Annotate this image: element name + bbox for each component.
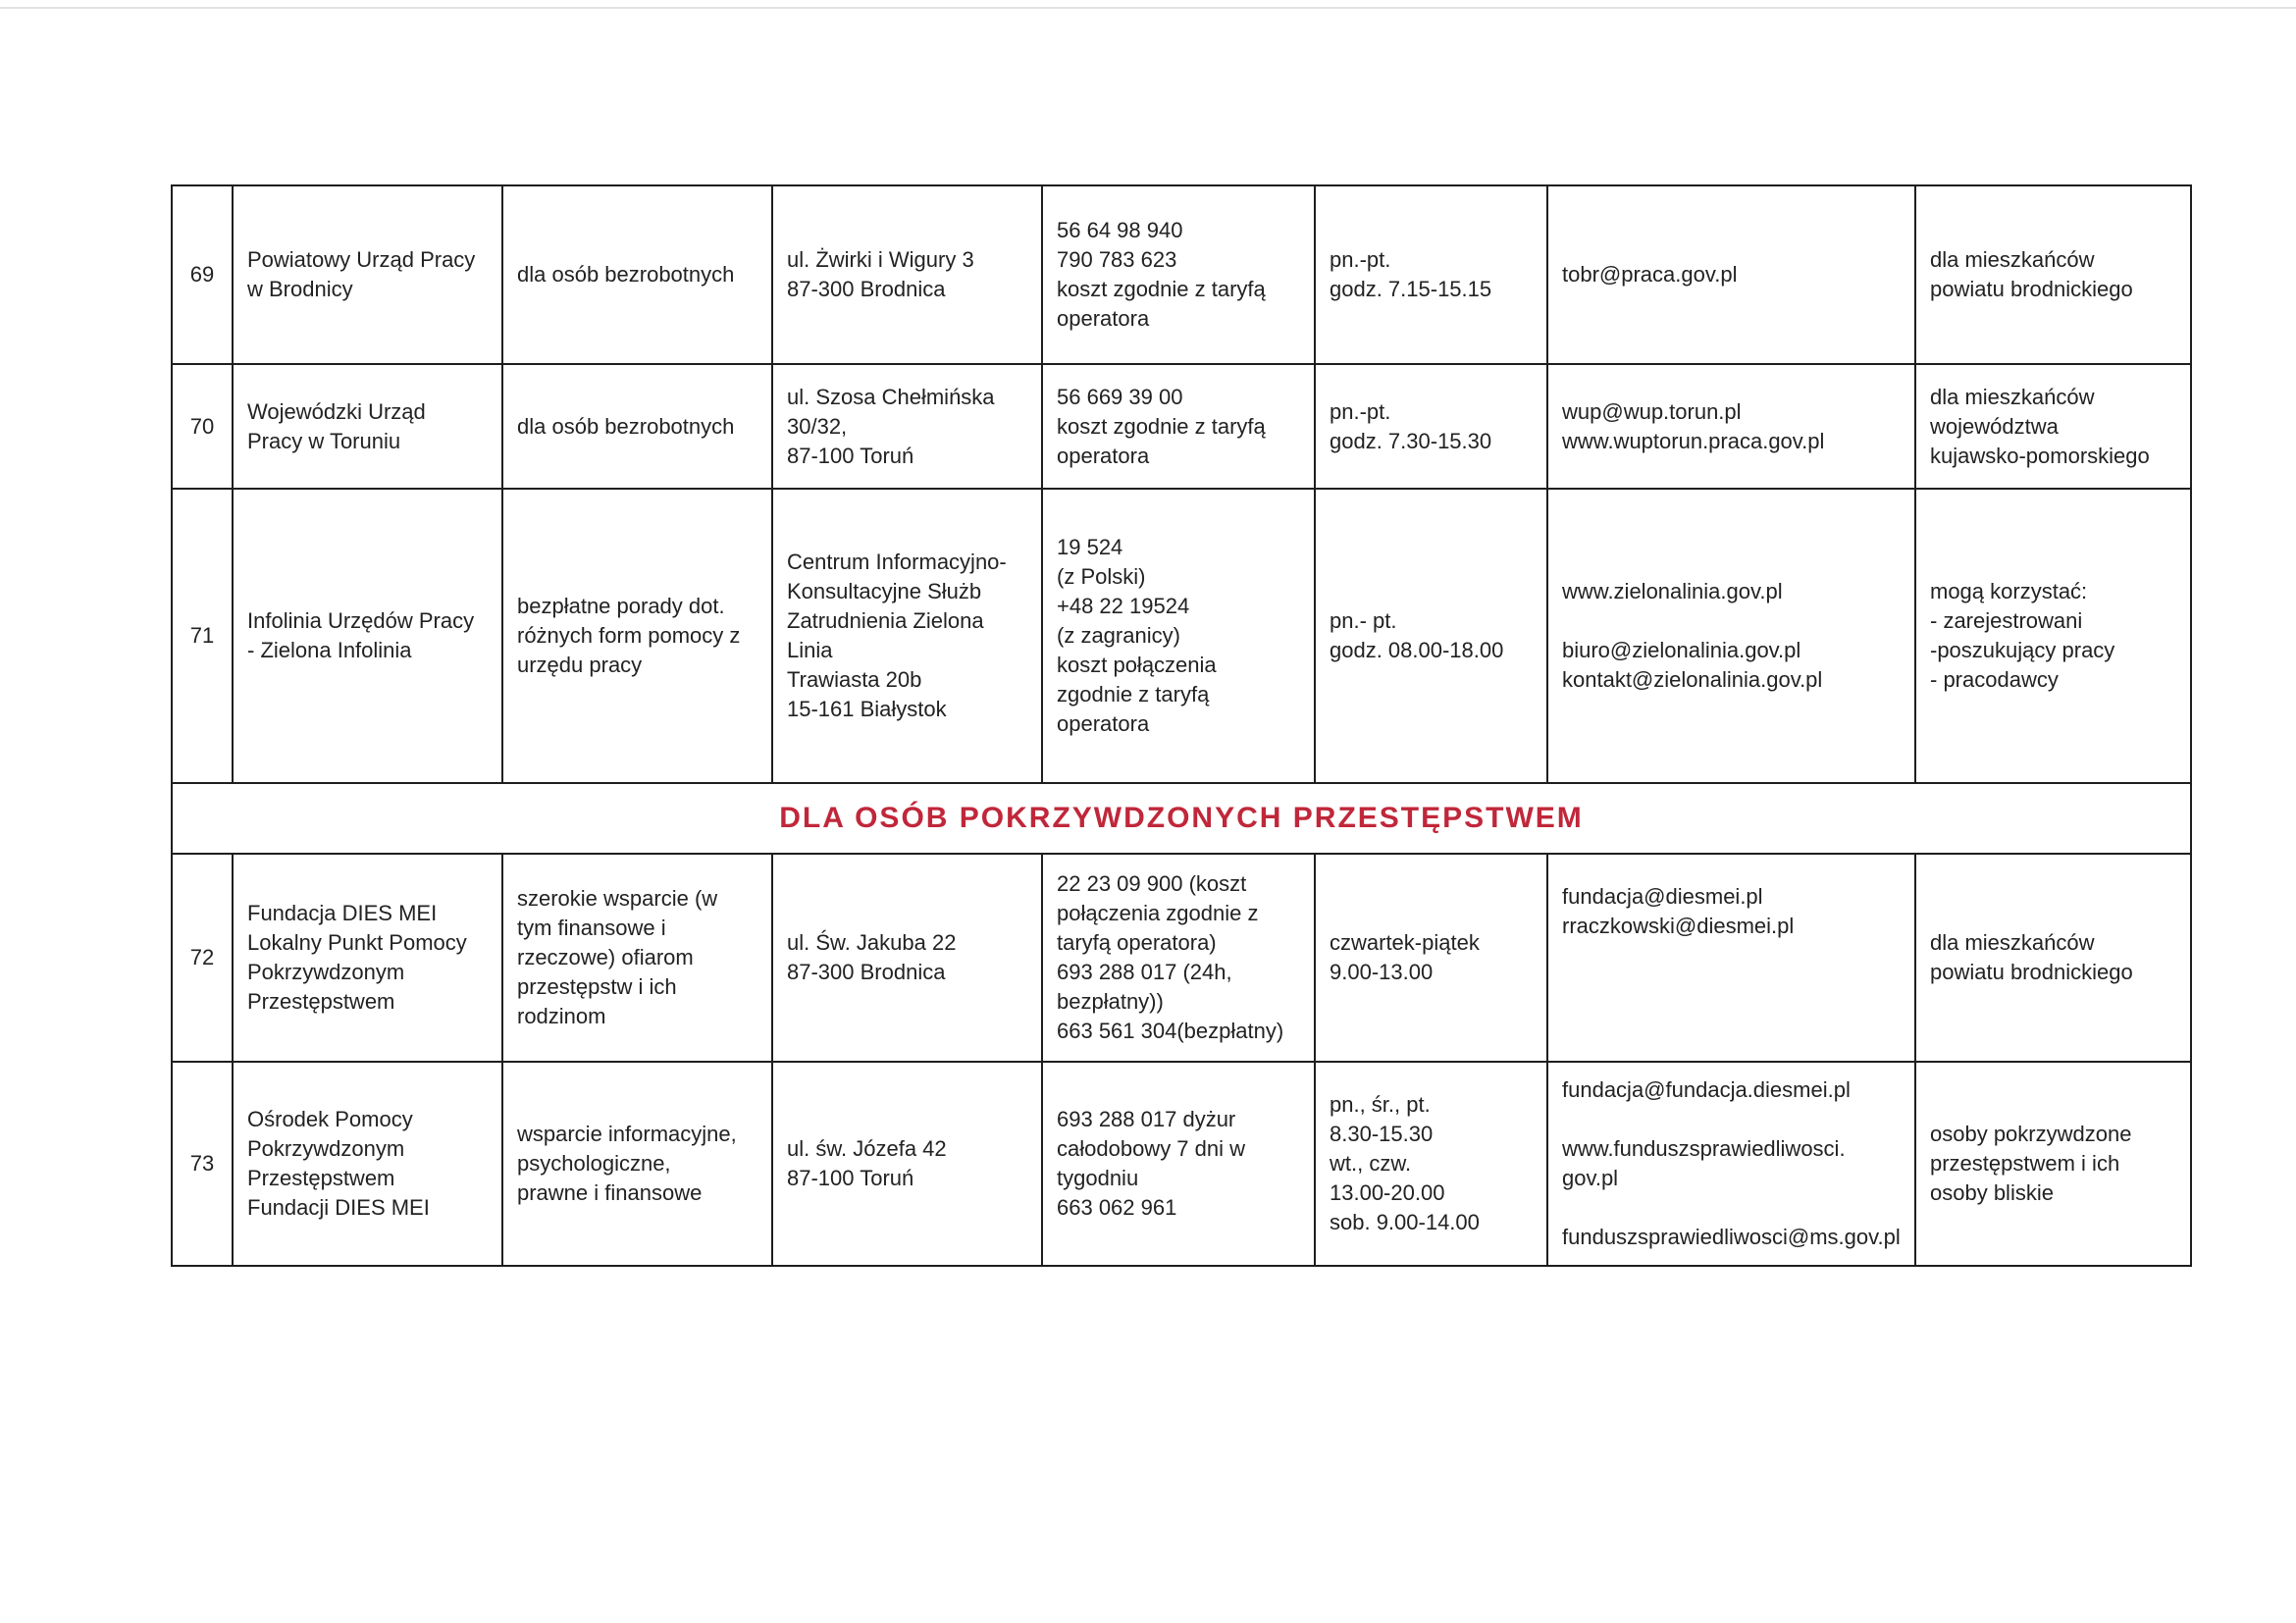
address: Centrum Informacyjno- Konsultacyjne Służb Zatrudnienia Zielona Linia Trawiasta 20b 15-161 Białystok (772, 489, 1042, 783)
for-whom: osoby pokrzywdzone przestępstwem i ich osoby bliskie (1915, 1062, 2191, 1266)
section-row (172, 783, 2191, 854)
for-whom: dla mieszkańców województwa kujawsko-pomorskiego (1915, 364, 2191, 489)
contact-email: fundacja@diesmei.pl rraczkowski@diesmei.pl (1547, 854, 1915, 1062)
table-row (172, 854, 2191, 1062)
website-url: www.zielonalinia.gov.pl (1562, 579, 1783, 603)
address: ul. Żwirki i Wigury 3 87-300 Brodnica (772, 185, 1042, 364)
phone: 56 669 39 00 koszt zgodnie z taryfą operatora (1042, 364, 1315, 489)
table-row (172, 364, 2191, 489)
opening-hours: pn.-pt. godz. 7.15-15.15 (1315, 185, 1547, 364)
target-group: bezpłatne porady dot. różnych form pomocy z urzędu pracy (502, 489, 772, 783)
contact-email: wup@wup.torun.pl www.wuptorun.praca.gov.pl (1547, 364, 1915, 489)
opening-hours: pn., śr., pt. 8.30-15.30 wt., czw. 13.00-20.00 sob. 9.00-14.00 (1315, 1062, 1547, 1266)
phone: 19 524 (z Polski) +48 22 19524 (z zagranicy) koszt połączenia zgodnie z taryfą operatora (1042, 489, 1315, 783)
section-title: DLA OSÓB POKRZYWDZONYCH PRZESTĘPSTWEM (172, 783, 2191, 854)
phone: 693 288 017 dyżur całodobowy 7 dni w tygodniu 663 062 961 (1042, 1062, 1315, 1266)
institution-name: Ośrodek Pomocy Pokrzywdzonym Przestępstwem Fundacji DIES MEI (233, 1062, 502, 1266)
opening-hours: pn.- pt. godz. 08.00-18.00 (1315, 489, 1547, 783)
contact-email: fundacja@fundacja.diesmei.pl (1562, 1077, 1851, 1102)
website-url: www.funduszsprawiedliwosci. gov.pl (1562, 1136, 1846, 1190)
opening-hours: pn.-pt. godz. 7.30-15.30 (1315, 364, 1547, 489)
opening-hours: czwartek-piątek 9.00-13.00 (1315, 854, 1547, 1062)
contact-email: biuro@zielonalinia.gov.pl kontakt@zielonalinia.gov.pl (1562, 638, 1823, 692)
address: ul. Św. Jakuba 22 87-300 Brodnica (772, 854, 1042, 1062)
institution-name: Fundacja DIES MEI Lokalny Punkt Pomocy Pokrzywdzonym Przestępstwem (233, 854, 502, 1062)
table-row (172, 185, 2191, 364)
row-number: 71 (172, 489, 233, 783)
institution-name: Infolinia Urzędów Pracy - Zielona Infolinia (233, 489, 502, 783)
row-number: 70 (172, 364, 233, 489)
address: ul. św. Józefa 42 87-100 Toruń (772, 1062, 1042, 1266)
phone: 56 64 98 940 790 783 623 koszt zgodnie z taryfą operatora (1042, 185, 1315, 364)
institution-name: Wojewódzki Urząd Pracy w Toruniu (233, 364, 502, 489)
table-row (172, 1062, 2191, 1266)
target-group: wsparcie informacyjne, psychologiczne, prawne i finansowe (502, 1062, 772, 1266)
contact-email: tobr@praca.gov.pl (1547, 185, 1915, 364)
contact-cell (1547, 489, 1915, 783)
phone: 22 23 09 900 (koszt połączenia zgodnie z taryfą operatora) 693 288 017 (24h, bezpłatny)) 663 561 304(bezpłatny) (1042, 854, 1315, 1062)
contact-cell (1547, 1062, 1915, 1266)
page-top-rule (0, 7, 2296, 9)
row-number: 73 (172, 1062, 233, 1266)
address: ul. Szosa Chełmińska 30/32, 87-100 Toruń (772, 364, 1042, 489)
contact-table (171, 184, 2192, 1267)
for-whom: mogą korzystać: - zarejestrowani -poszukujący pracy - pracodawcy (1915, 489, 2191, 783)
target-group: dla osób bezrobotnych (502, 185, 772, 364)
row-number: 69 (172, 185, 233, 364)
table-row (172, 489, 2191, 783)
target-group: szerokie wsparcie (w tym finansowe i rzeczowe) ofiarom przestępstw i ich rodzinom (502, 854, 772, 1062)
for-whom: dla mieszkańców powiatu brodnickiego (1915, 854, 2191, 1062)
target-group: dla osób bezrobotnych (502, 364, 772, 489)
institution-name: Powiatowy Urząd Pracy w Brodnicy (233, 185, 502, 364)
for-whom: dla mieszkańców powiatu brodnickiego (1915, 185, 2191, 364)
row-number: 72 (172, 854, 233, 1062)
contact-email: funduszsprawiedliwosci@ms.gov.pl (1562, 1225, 1901, 1249)
